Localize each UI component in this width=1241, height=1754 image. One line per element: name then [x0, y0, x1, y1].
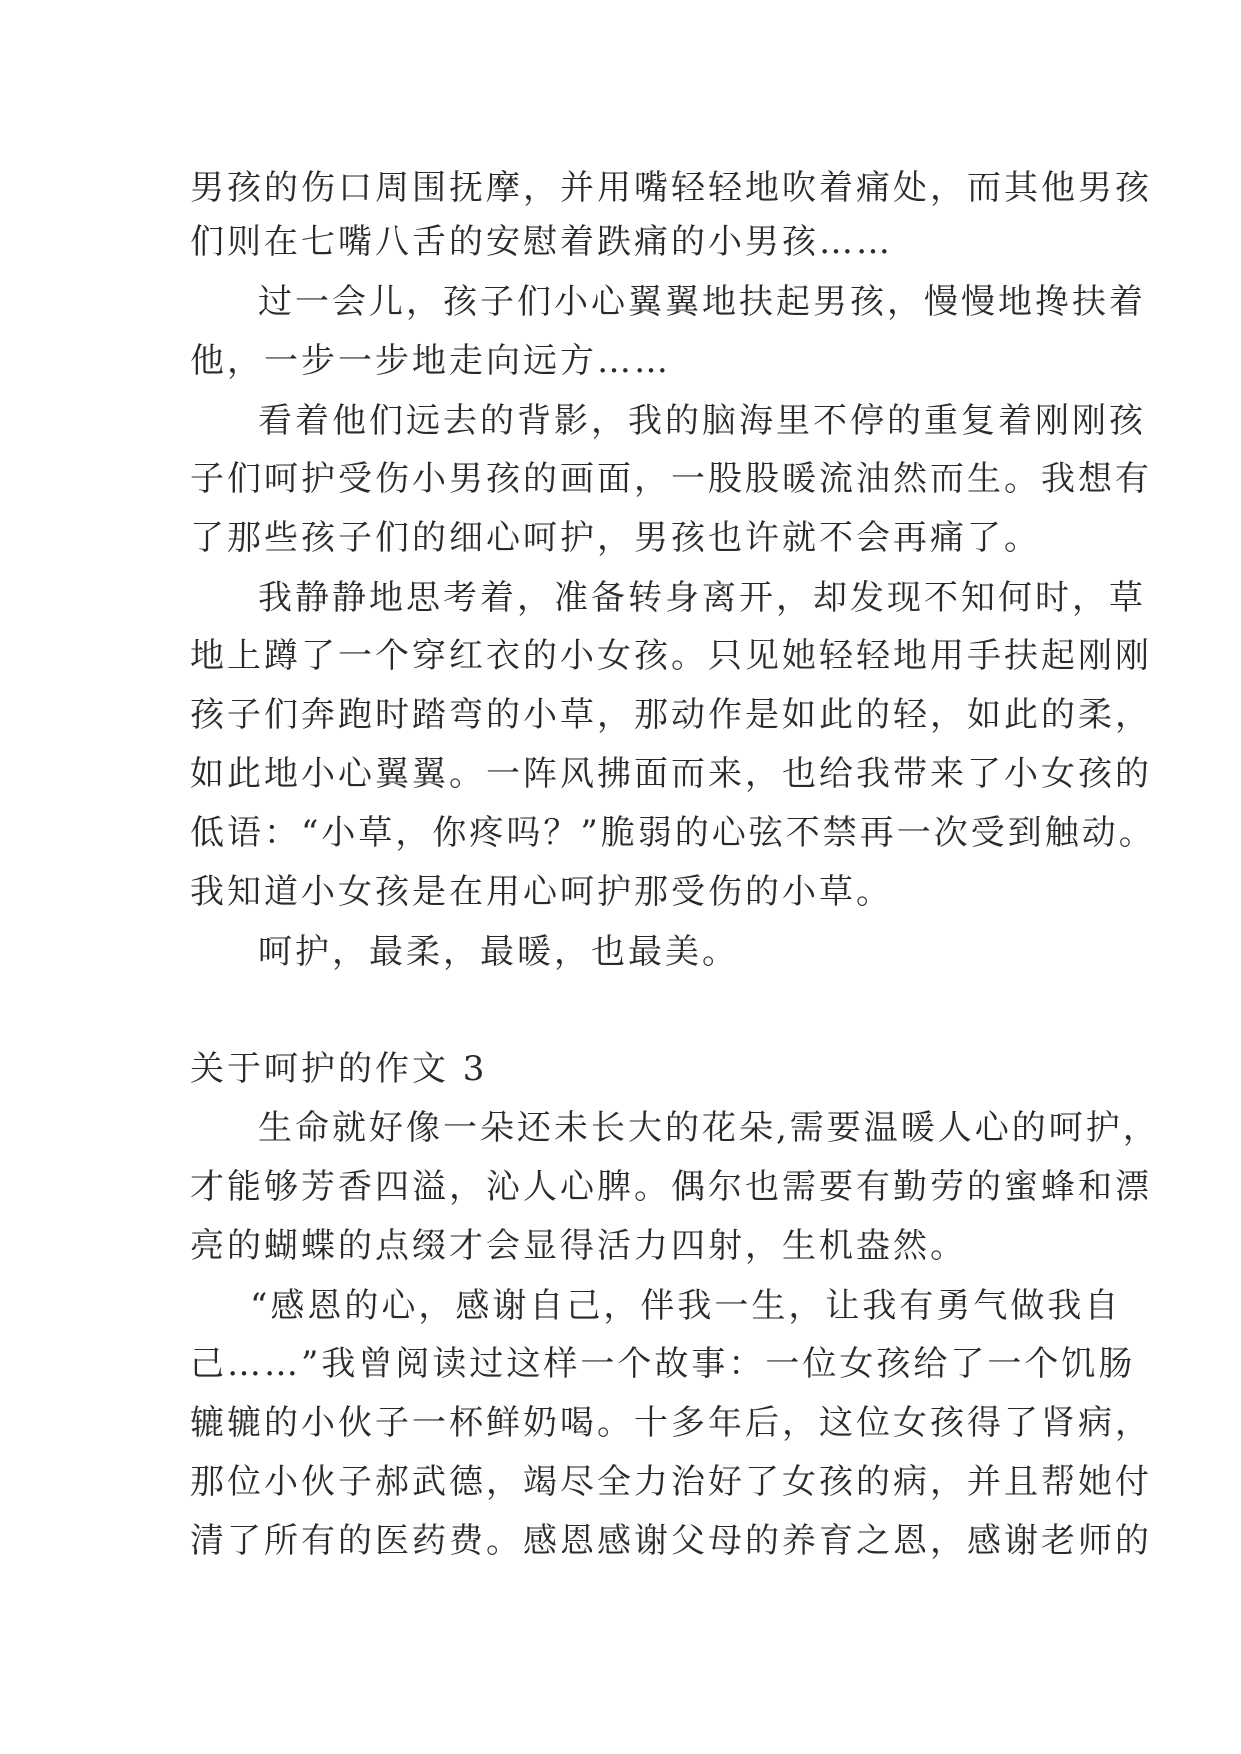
paragraph-line: 孩子们奔跑时踏弯的小草，那动作是如此的轻，如此的柔， [190, 695, 1152, 735]
paragraph-line: 才能够芳香四溢，沁人心脾。偶尔也需要有勤劳的蜜蜂和漂 [190, 1167, 1152, 1207]
paragraph-line: 看着他们远去的背影，我的脑海里不停的重复着刚刚孩 [258, 401, 1146, 441]
paragraph-line: 生命就好像一朵还未长大的花朵,需要温暖人心的呵护， [258, 1108, 1160, 1148]
paragraph-line: 清了所有的医药费。感恩感谢父母的养育之恩，感谢老师的 [190, 1521, 1152, 1561]
section-heading: 关于呵护的作文 3 [190, 1049, 488, 1089]
paragraph-line: 男孩的伤口周围抚摩，并用嘴轻轻地吹着痛处，而其他男孩 [190, 168, 1152, 208]
paragraph-line: 们则在七嘴八舌的安慰着跌痛的小男孩…… [190, 222, 893, 262]
paragraph-line: “感恩的心，感谢自己，伴我一生，让我有勇气做我自 [250, 1286, 1122, 1326]
paragraph-line: 过一会儿，孩子们小心翼翼地扶起男孩，慢慢地搀扶着 [258, 282, 1146, 322]
paragraph-line: 亮的蝴蝶的点缀才会显得活力四射，生机盎然。 [190, 1226, 967, 1266]
paragraph-line: 我静静地思考着，准备转身离开，却发现不知何时，草 [258, 578, 1146, 618]
paragraph-line: 地上蹲了一个穿红衣的小女孩。只见她轻轻地用手扶起刚刚 [190, 636, 1152, 676]
paragraph-line: 那位小伙子郝武德，竭尽全力治好了女孩的病，并且帮她付 [190, 1462, 1152, 1502]
paragraph-line: 呵护，最柔，最暖，也最美。 [258, 932, 739, 972]
paragraph-line: 了那些孩子们的细心呵护，男孩也许就不会再痛了。 [190, 518, 1041, 558]
paragraph-line: 如此地小心翼翼。一阵风拂面而来，也给我带来了小女孩的 [190, 754, 1152, 794]
paragraph-line: 辘辘的小伙子一杯鲜奶喝。十多年后，这位女孩得了肾病， [190, 1403, 1152, 1443]
paragraph-line: 己……”我曾阅读过这样一个故事：一位女孩给了一个饥肠 [190, 1344, 1136, 1384]
paragraph-line: 低语：“小草，你疼吗？”脆弱的心弦不禁再一次受到触动。 [190, 813, 1156, 853]
paragraph-line: 子们呵护受伤小男孩的画面，一股股暖流油然而生。我想有 [190, 459, 1152, 499]
paragraph-line: 他，一步一步地走向远方…… [190, 341, 671, 381]
paragraph-line: 我知道小女孩是在用心呵护那受伤的小草。 [190, 872, 893, 912]
